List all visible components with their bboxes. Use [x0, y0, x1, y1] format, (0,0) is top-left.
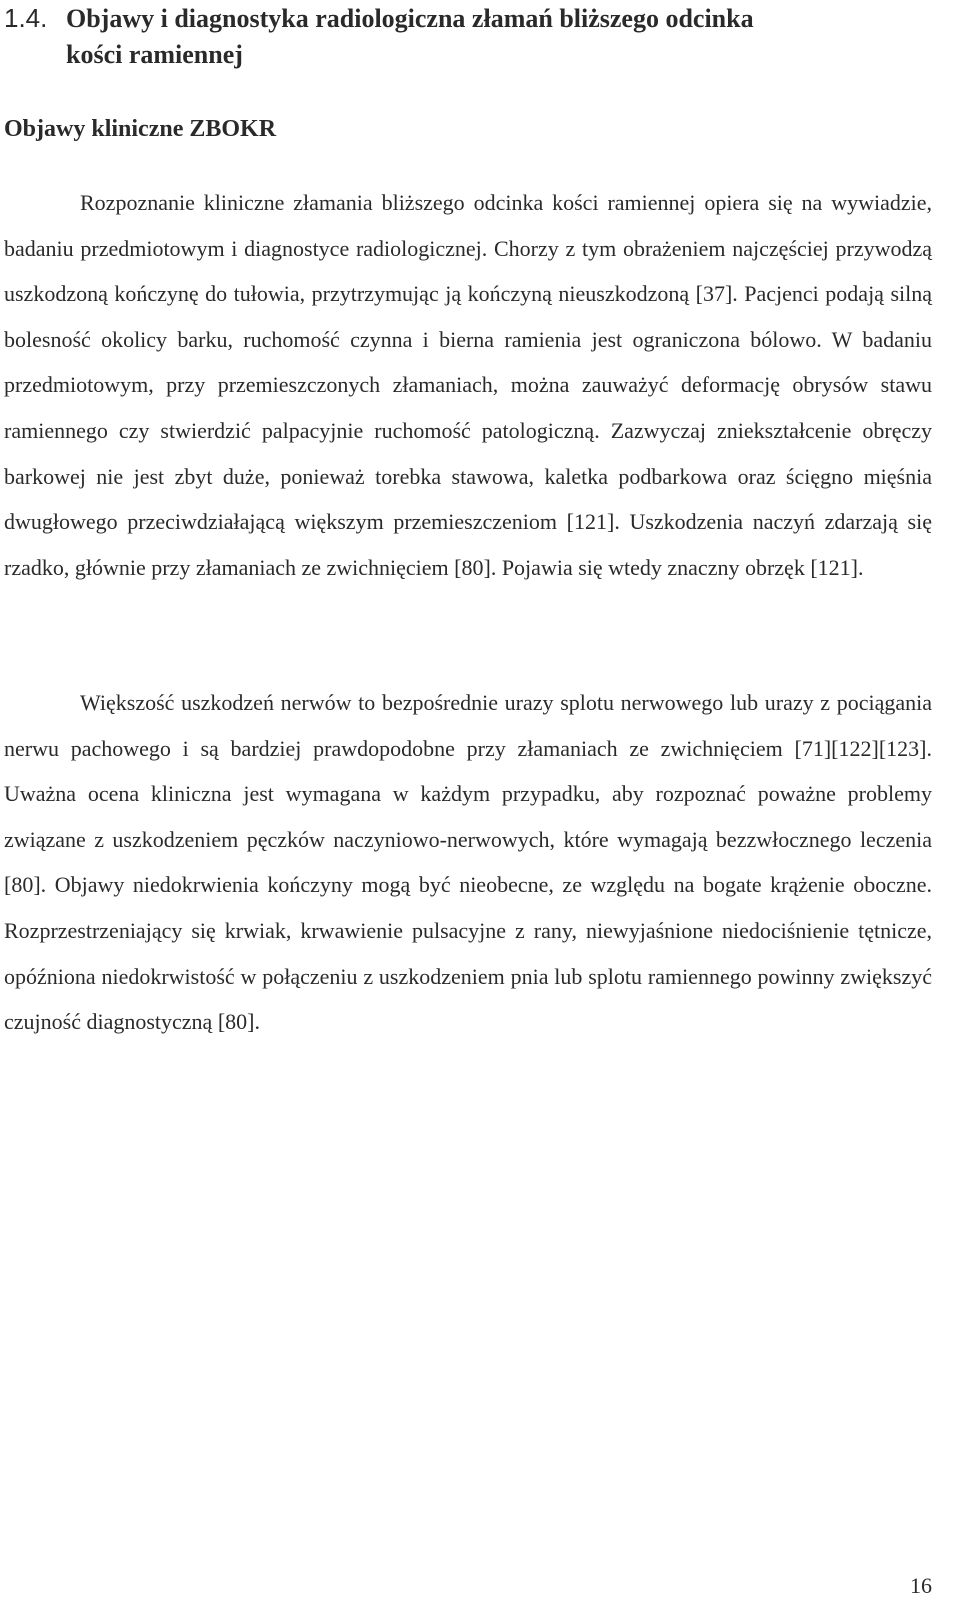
section-title-line2: kości ramiennej [66, 40, 243, 69]
section-heading [4, 0, 954, 73]
section-number: 1.4. [4, 3, 48, 33]
subsection-heading: Objawy kliniczne ZBOKR [4, 116, 277, 142]
section-title-line1: Objawy i diagnostyka radiologiczna złamań bliższego odcinka [66, 4, 754, 33]
page-number: 16 [910, 1573, 932, 1598]
paragraph-1: Rozpoznanie kliniczne złamania bliższego odcinka kości ramiennej opiera się na wywiadzie, badaniu przedmiotowym i diagnostyce radiologicznej. Chorzy z tym obrażeniem najczęściej przywodzą uszkodzoną kończynę do tułowia, przytrzymując ją kończyną nieuszkodzoną [37]. Pacjenci podają silną bolesność okolicy barku, ruchomość czynna i bierna ramienia jest ograniczona bólowo. W badaniu przedmiotowym, przy przemieszczonych złamaniach, można zauważyć deformację obrysów stawu ramiennego czy stwierdzić palpacyjnie ruchomość patologiczną. Zazwyczaj zniekształcenie obręczy barkowej nie jest zbyt duże, ponieważ torebka stawowa, kaletka podbarkowa oraz ścięgno mięśnia dwugłowego przeciwdziałającą większym przemieszczeniom [121]. Uszkodzenia naczyń zdarzają się rzadko, głównie przy złamaniach ze zwichnięciem [80]. Pojawia się wtedy znaczny obrzęk [121]. [4, 190, 932, 580]
paragraph-2: Większość uszkodzeń nerwów to bezpośrednie urazy splotu nerwowego lub urazy z pociągania nerwu pachowego i są bardziej prawdopodobne przy złamaniach ze zwichnięciem [71][122][123]. Uważna ocena kliniczna jest wymagana w każdym przypadku, aby rozpoznać poważne problemy związane z uszkodzeniem pęczków naczyniowo-nerwowych, które wymagają bezzwłocznego leczenia [80]. Objawy niedokrwienia kończyny mogą być nieobecne, ze względu na bogate krążenie oboczne. Rozprzestrzeniający się krwiak, krwawienie pulsacyjne z rany, niewyjaśnione niedociśnienie tętnicze, opóźniona niedokrwistość w połączeniu z uszkodzeniem pnia lub splotu ramiennego powinny zwiększyć czujność diagnostyczną [80]. [4, 690, 932, 1035]
